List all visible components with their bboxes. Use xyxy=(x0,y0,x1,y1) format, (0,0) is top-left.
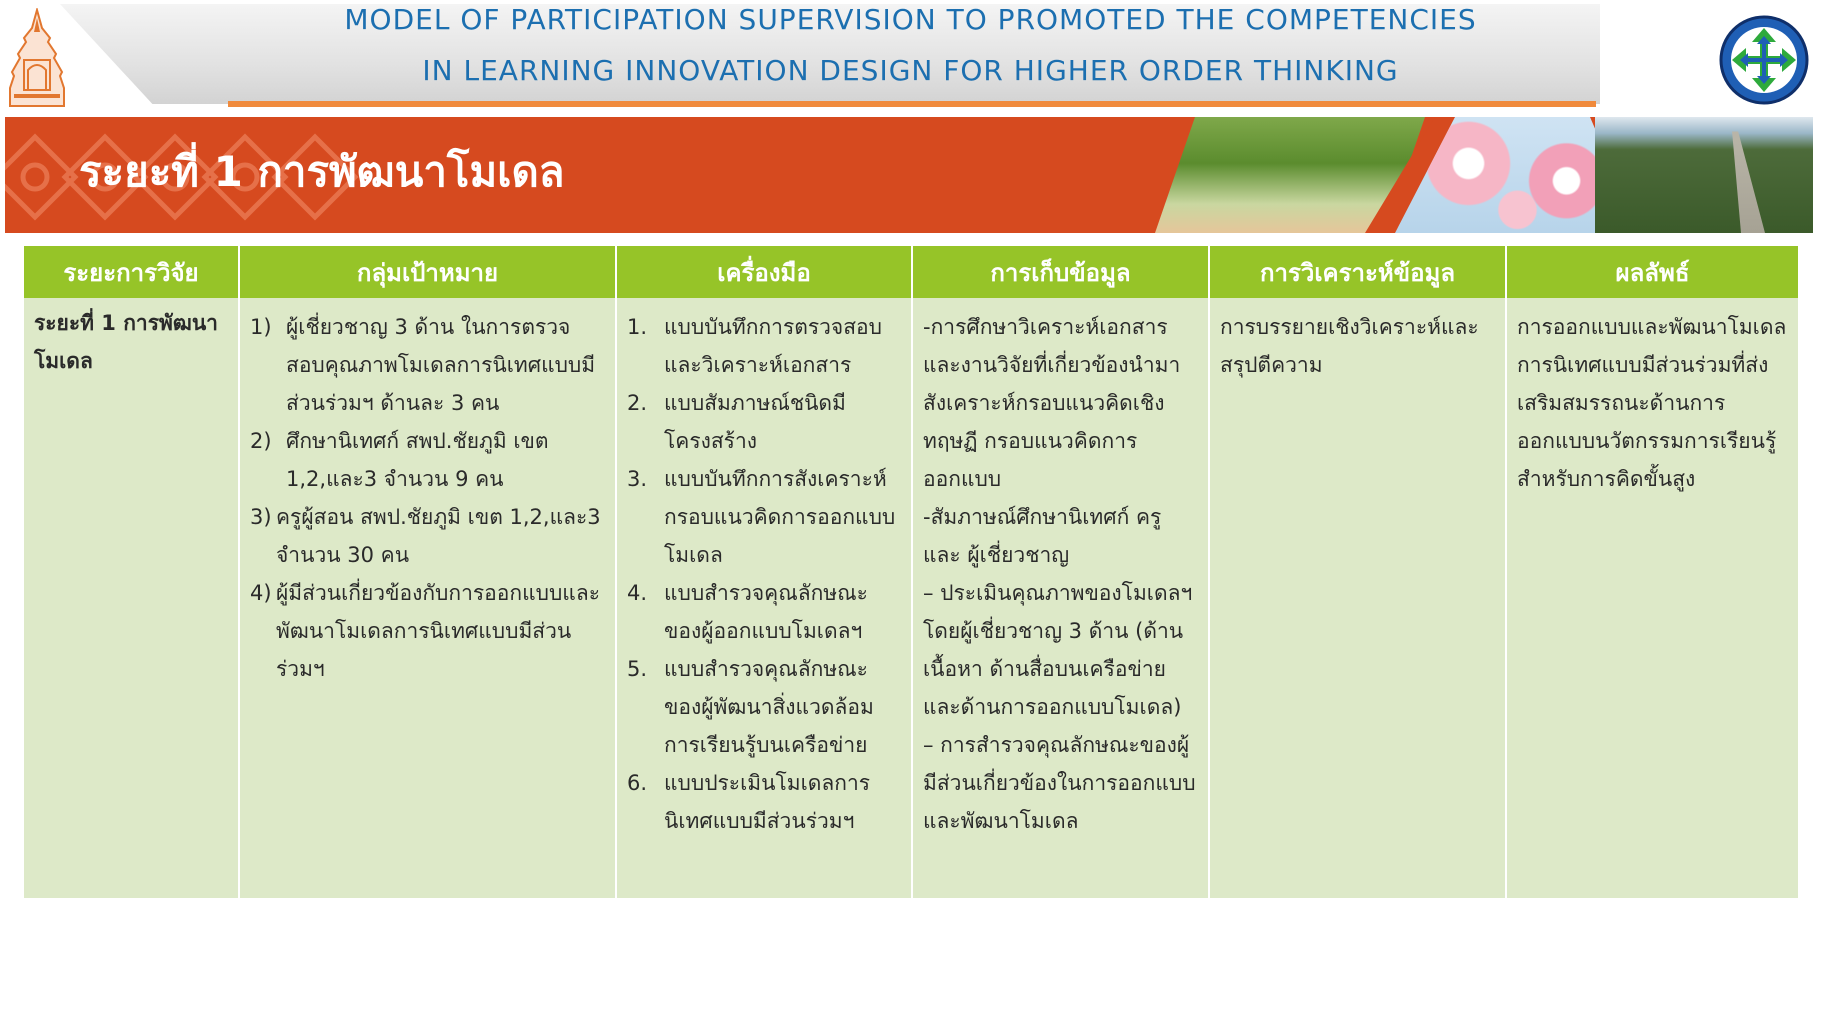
list-number: 5. xyxy=(627,657,648,681)
list-item xyxy=(627,574,901,650)
slide-title-line-1: MODEL OF PARTICIPATION SUPERVISION TO PROMOTED THE COMPETENCIES xyxy=(344,3,1477,36)
data-collection-item: -สัมภาษณ์ศึกษานิเทศก์ ครู และ ผู้เชี่ยวชาญ xyxy=(923,505,1162,567)
list-number: 1) xyxy=(250,315,272,339)
list-text: ผู้เชี่ยวชาญ 3 ด้าน ในการตรวจสอบคุณภาพโมเดลการนิเทศแบบมีส่วนร่วมฯ ด้านละ 3 คน xyxy=(286,315,596,415)
list-item xyxy=(250,422,605,498)
list-text: แบบสำรวจคุณลักษณะของผู้พัฒนาสิ่งแวดล้อมการเรียนรู้บนเครือข่าย xyxy=(664,657,874,757)
list-item xyxy=(250,498,605,574)
data-collection-item: -การศึกษาวิเคราะห์เอกสารและงานวิจัยที่เกี่ยวข้องนำมาสังเคราะห์กรอบแนวคิดเชิงทฤษฏี กรอบแนวคิดการออกแบบ xyxy=(923,315,1181,491)
list-text: แบบประเมินโมเดลการนิเทศแบบมีส่วนร่วมฯ xyxy=(664,771,871,833)
target-group-cell xyxy=(239,298,616,898)
list-number: 4) xyxy=(250,581,272,605)
phase-banner xyxy=(5,117,1813,233)
list-text: ผู้มีส่วนเกี่ยวข้องกับการออกแบบและพัฒนาโมเดลการนิเทศแบบมีส่วนร่วมฯ xyxy=(276,581,600,681)
list-text: แบบสัมภาษณ์ชนิดมีโครงสร้าง xyxy=(664,391,846,453)
data-collection-cell xyxy=(912,298,1209,898)
list-item xyxy=(250,574,605,688)
tools-cell xyxy=(616,298,912,898)
col-header-data-collection: การเก็บข้อมูล xyxy=(912,246,1209,298)
col-header-data-analysis: การวิเคราะห์ข้อมูล xyxy=(1209,246,1506,298)
list-text: ศึกษานิเทศก์ สพป.ชัยภูมิ เขต 1,2,และ3 จำนวน 9 คน xyxy=(286,429,549,491)
data-collection-item: – ประเมินคุณภาพของโมเดลฯ โดยผู้เชี่ยวชาญ 3 ด้าน (ด้านเนื้อหา ด้านสื่อบนเครือข่าย และด้านการออกแบบโมเดล) xyxy=(923,581,1193,719)
phase-cell: ระยะที่ 1 การพัฒนาโมเดล xyxy=(24,298,239,898)
list-number: 2) xyxy=(250,429,272,453)
data-collection-item: – การสำรวจคุณลักษณะของผู้มีส่วนเกี่ยวข้องในการออกแบบและพัฒนาโมเดล xyxy=(923,733,1196,833)
list-text: ครูผู้สอน สพป.ชัยภูมิ เขต 1,2,และ3 จำนวน 30 คน xyxy=(276,505,601,567)
col-header-target-group: กลุ่มเป้าหมาย xyxy=(239,246,616,298)
list-number: 2. xyxy=(627,391,648,415)
list-number: 6. xyxy=(627,771,648,795)
list-number: 1. xyxy=(627,315,648,339)
slide-header xyxy=(0,0,1821,112)
col-header-tools: เครื่องมือ xyxy=(616,246,912,298)
list-item xyxy=(627,384,901,460)
table-row xyxy=(24,298,1798,898)
research-phase-table xyxy=(24,246,1798,898)
campus-aerial-photo xyxy=(1595,117,1813,233)
list-text: แบบบันทึกการตรวจสอบและวิเคราะห์เอกสาร xyxy=(664,315,882,377)
data-analysis-cell: การบรรยายเชิงวิเคราะห์และสรุปตีความ xyxy=(1209,298,1506,898)
table-header-row xyxy=(24,246,1798,298)
list-item xyxy=(627,308,901,384)
slide-title-line-2: IN LEARNING INNOVATION DESIGN FOR HIGHER ORDER THINKING xyxy=(422,54,1399,87)
list-item xyxy=(627,650,901,764)
list-number: 3) xyxy=(250,505,272,529)
outcome-cell: การออกแบบและพัฒนาโมเดลการนิเทศแบบมีส่วนร่วมที่ส่งเสริมสมรรถนะด้านการออกแบบนวัตกรรมการเรียนรู้สำหรับการคิดขั้นสูง xyxy=(1506,298,1798,898)
list-text: แบบสำรวจคุณลักษณะของผู้ออกแบบโมเดลฯ xyxy=(664,581,868,643)
phase-title: ระยะที่ 1 การพัฒนาโมเดล xyxy=(79,147,565,196)
list-number: 3. xyxy=(627,467,648,491)
col-header-phase: ระยะการวิจัย xyxy=(24,246,239,298)
header-underline xyxy=(228,101,1596,107)
list-number: 4. xyxy=(627,581,648,605)
col-header-outcome: ผลลัพธ์ xyxy=(1506,246,1798,298)
list-text: แบบบันทึกการสังเคราะห์กรอบแนวคิดการออกแบบโมเดล xyxy=(664,467,896,567)
list-item xyxy=(250,308,605,422)
list-item xyxy=(627,764,901,840)
list-item xyxy=(627,460,901,574)
